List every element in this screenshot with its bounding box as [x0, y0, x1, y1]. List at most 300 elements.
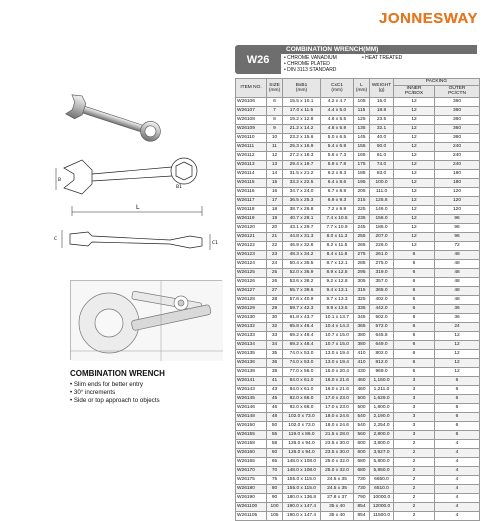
- cell-cxc: 6.2 x 8.3: [321, 169, 354, 178]
- table-row: [236, 421, 480, 430]
- dim-label-c: C: [54, 237, 58, 242]
- cell-inner: 6: [394, 295, 435, 304]
- cell-weight: 5,800.0: [370, 457, 394, 466]
- cell-inner: 2: [394, 457, 435, 466]
- table-row: [236, 250, 480, 259]
- cell-item-no: W261100: [236, 502, 267, 511]
- cell-inner: 2: [394, 493, 435, 502]
- table-row: [236, 430, 480, 439]
- cell-weight: 1,211.0: [370, 385, 394, 394]
- cell-inner: 3: [394, 385, 435, 394]
- cell-length: 680: [354, 457, 370, 466]
- cell-item-no: W26120: [236, 223, 267, 232]
- cell-weight: 969.0: [370, 367, 394, 376]
- cell-inner: 6: [394, 331, 435, 340]
- cell-outer: 120: [435, 205, 480, 214]
- cell-item-no: W26143: [236, 385, 267, 394]
- feature-item: • CHROME VANADIUM: [284, 55, 337, 61]
- usage-illustration: [71, 281, 223, 361]
- cell-bxb: 48.3 x 34.2: [283, 250, 321, 259]
- table-row: [236, 502, 480, 511]
- table-row: [236, 97, 480, 106]
- table-row: [236, 484, 480, 493]
- cell-cxc: 4.4 x 5.0: [321, 106, 354, 115]
- cell-cxc: 9.7 x 13.3: [321, 295, 354, 304]
- usage-photo: [70, 280, 222, 360]
- cell-bxb: 53.6 x 38.2: [283, 277, 321, 286]
- col-header-outer: OUTER PC/CTN: [435, 86, 480, 98]
- table-row: [236, 493, 480, 502]
- table-row: [236, 241, 480, 250]
- cell-length: 460: [354, 376, 370, 385]
- cell-outer: 360: [435, 124, 480, 133]
- cell-weight: 2,800.0: [370, 430, 394, 439]
- cell-item-no: W26138: [236, 367, 267, 376]
- cell-item-no: W26135: [236, 349, 267, 358]
- cell-cxc: 5.0 x 6.5: [321, 133, 354, 142]
- cell-size: 21: [267, 232, 283, 241]
- cell-bxb: 74.0 x 53.0: [283, 358, 321, 367]
- cell-bxb: 19.2 x 12.8: [283, 115, 321, 124]
- cell-item-no: W26113: [236, 160, 267, 169]
- model-badge: W26: [235, 45, 281, 74]
- table-row: [236, 376, 480, 385]
- cell-inner: 12: [394, 232, 435, 241]
- cell-length: 115: [354, 106, 370, 115]
- cell-cxc: 13.0 x 19.4: [321, 358, 354, 367]
- cell-cxc: 8.7 x 12.1: [321, 259, 354, 268]
- cell-item-no: W26160: [236, 448, 267, 457]
- table-row: [236, 403, 480, 412]
- cell-bxb: 46.9 x 32.6: [283, 241, 321, 250]
- cell-outer: 4: [435, 475, 480, 484]
- cell-weight: 6650.0: [370, 475, 394, 484]
- cell-size: 23: [267, 250, 283, 259]
- cell-bxb: 148.0 x 108.0: [283, 457, 321, 466]
- cell-outer: 6: [435, 412, 480, 421]
- cell-item-no: W26122: [236, 241, 267, 250]
- cell-outer: 48: [435, 277, 480, 286]
- cell-cxc: 5.6 x 7.3: [321, 151, 354, 160]
- cell-length: 500: [354, 403, 370, 412]
- cell-size: 16: [267, 187, 283, 196]
- cell-inner: 12: [394, 160, 435, 169]
- col-header-size: SIZE (mm): [267, 79, 283, 98]
- cell-weight: 357.0: [370, 277, 394, 286]
- spec-table-body: [236, 97, 480, 520]
- cell-size: 18: [267, 205, 283, 214]
- table-row: [236, 178, 480, 187]
- table-row: [236, 151, 480, 160]
- cell-outer: 4: [435, 502, 480, 511]
- cell-weight: 2,254.0: [370, 421, 394, 430]
- table-row: [236, 124, 480, 133]
- cell-inner: 6: [394, 322, 435, 331]
- cell-item-no: W26126: [236, 277, 267, 286]
- cell-length: 600: [354, 448, 370, 457]
- cell-inner: 6: [394, 250, 435, 259]
- cell-bxb: 84.0 x 61.0: [283, 376, 321, 385]
- cell-weight: 74.0: [370, 160, 394, 169]
- cell-item-no: W26145: [236, 394, 267, 403]
- cell-outer: 6: [435, 430, 480, 439]
- cell-item-no: W26117: [236, 196, 267, 205]
- cell-cxc: 10.7 x 15.0: [321, 331, 354, 340]
- cell-inner: 6: [394, 268, 435, 277]
- cell-outer: 120: [435, 187, 480, 196]
- cell-inner: 12: [394, 142, 435, 151]
- table-row: [236, 358, 480, 367]
- cell-outer: 48: [435, 286, 480, 295]
- cell-outer: 12: [435, 358, 480, 367]
- cell-weight: 2,190.0: [370, 412, 394, 421]
- cell-outer: 360: [435, 115, 480, 124]
- cell-weight: 32.1: [370, 124, 394, 133]
- cell-length: 315: [354, 286, 370, 295]
- cell-bxb: 102.0 x 73.0: [283, 412, 321, 421]
- table-row: [236, 187, 480, 196]
- cell-bxb: 61.8 x 43.7: [283, 313, 321, 322]
- cell-size: 105: [267, 511, 283, 520]
- cell-outer: 4: [435, 466, 480, 475]
- cell-item-no: W26170: [236, 466, 267, 475]
- cell-size: 90: [267, 493, 283, 502]
- table-row: [236, 142, 480, 151]
- cell-item-no: W26148: [236, 412, 267, 421]
- cell-cxc: 17.0 x 23.0: [321, 394, 354, 403]
- cell-bxb: 84.0 x 61.0: [283, 385, 321, 394]
- cell-cxc: 5.9 x 7.8: [321, 160, 354, 169]
- table-row: [236, 349, 480, 358]
- cell-length: 460: [354, 385, 370, 394]
- cell-size: 46: [267, 403, 283, 412]
- table-row: [236, 268, 480, 277]
- cell-bxb: 33.2 x 22.5: [283, 178, 321, 187]
- cell-weight: 3,927.0: [370, 448, 394, 457]
- cell-cxc: 10.1 x 13.7: [321, 313, 354, 322]
- cell-weight: 18.8: [370, 106, 394, 115]
- cell-length: 185: [354, 169, 370, 178]
- cell-bxb: 74.0 x 53.0: [283, 349, 321, 358]
- table-row: [236, 331, 480, 340]
- table-row: [236, 475, 480, 484]
- table-row: [236, 214, 480, 223]
- cell-bxb: 102.0 x 73.0: [283, 421, 321, 430]
- cell-outer: 96: [435, 223, 480, 232]
- cell-inner: 12: [394, 187, 435, 196]
- cell-bxb: 155.0 x 115.0: [283, 484, 321, 493]
- cell-length: 125: [354, 115, 370, 124]
- cell-inner: 3: [394, 430, 435, 439]
- cell-cxc: 9.4 x 13.1: [321, 286, 354, 295]
- cell-outer: 36: [435, 313, 480, 322]
- cell-inner: 6: [394, 304, 435, 313]
- cell-outer: 72: [435, 241, 480, 250]
- cell-bxb: 55.7 x 39.6: [283, 286, 321, 295]
- cell-bxb: 31.5 x 21.2: [283, 169, 321, 178]
- cell-cxc: 4.6 x 5.5: [321, 115, 354, 124]
- cell-outer: 360: [435, 106, 480, 115]
- cell-inner: 6: [394, 286, 435, 295]
- cell-outer: 180: [435, 178, 480, 187]
- cell-inner: 2: [394, 502, 435, 511]
- cell-length: 295: [354, 268, 370, 277]
- cell-size: 20: [267, 223, 283, 232]
- cell-cxc: 6.7 x 8.9: [321, 187, 354, 196]
- cell-weight: 645.8: [370, 331, 394, 340]
- cell-cxc: 15.0 x 20.4: [321, 367, 354, 376]
- cell-inner: 12: [394, 133, 435, 142]
- cell-cxc: 24.5 x 35: [321, 475, 354, 484]
- cell-length: 135: [354, 124, 370, 133]
- cell-weight: 1,160.0: [370, 376, 394, 385]
- cell-outer: 6: [435, 385, 480, 394]
- cell-length: 275: [354, 250, 370, 259]
- cell-cxc: 24.5 x 35: [321, 484, 354, 493]
- product-info: [70, 369, 230, 404]
- cell-size: 11: [267, 142, 283, 151]
- cell-item-no: W26190: [236, 493, 267, 502]
- cell-cxc: 18.0 x 24.6: [321, 421, 354, 430]
- cell-cxc: 8.2 x 11.5: [321, 241, 354, 250]
- cell-item-no: W26125: [236, 268, 267, 277]
- cell-weight: 402.0: [370, 295, 394, 304]
- cell-length: 215: [354, 196, 370, 205]
- info-bullet-list: [70, 381, 230, 404]
- cell-bxb: 180.0 x 136.8: [283, 493, 321, 502]
- cell-cxc: 35 x 40: [321, 511, 354, 520]
- cell-size: 27: [267, 286, 283, 295]
- dim-label-c1: C1: [212, 241, 219, 246]
- cell-cxc: 35 x 40: [321, 502, 354, 511]
- cell-length: 325: [354, 295, 370, 304]
- cell-bxb: 59.7 x 42.3: [283, 304, 321, 313]
- cell-item-no: W26114: [236, 169, 267, 178]
- cell-length: 195: [354, 178, 370, 187]
- cell-outer: 6: [435, 403, 480, 412]
- cell-weight: 83.0: [370, 169, 394, 178]
- brand-logo: JONNESWAY: [379, 10, 478, 27]
- cell-size: 35: [267, 349, 283, 358]
- cell-size: 26: [267, 277, 283, 286]
- cell-length: 265: [354, 241, 370, 250]
- spec-table: [235, 78, 480, 521]
- table-row: [236, 160, 480, 169]
- cell-outer: 48: [435, 268, 480, 277]
- cell-size: 60: [267, 448, 283, 457]
- cell-inner: 12: [394, 214, 435, 223]
- table-row: [236, 169, 480, 178]
- cell-item-no: W26119: [236, 214, 267, 223]
- cell-cxc: 25.0 x 32.0: [321, 466, 354, 475]
- cell-inner: 2: [394, 466, 435, 475]
- cell-size: 34: [267, 340, 283, 349]
- technical-diagram: [52, 150, 222, 262]
- cell-size: 43: [267, 385, 283, 394]
- cell-size: 41: [267, 376, 283, 385]
- table-row: [236, 205, 480, 214]
- cell-outer: 180: [435, 169, 480, 178]
- cell-bxb: 44.8 x 31.3: [283, 232, 321, 241]
- cell-size: 24: [267, 259, 283, 268]
- cell-cxc: 6.4 x 8.6: [321, 178, 354, 187]
- cell-cxc: 4.2 x 4.7: [321, 97, 354, 106]
- cell-cxc: 18.0 x 24.6: [321, 412, 354, 421]
- cell-weight: 802.0: [370, 349, 394, 358]
- cell-bxb: 36.5 x 25.3: [283, 196, 321, 205]
- cell-bxb: 92.0 x 66.0: [283, 394, 321, 403]
- cell-weight: 156.0: [370, 214, 394, 223]
- cell-bxb: 50.4 x 35.5: [283, 259, 321, 268]
- cell-item-no: W26133: [236, 331, 267, 340]
- feature-item: • DIN 3113 STANDARD: [284, 67, 337, 73]
- cell-length: 335: [354, 304, 370, 313]
- cell-weight: 226.0: [370, 241, 394, 250]
- cell-length: 730: [354, 484, 370, 493]
- cell-weight: 111.0: [370, 187, 394, 196]
- table-row: [236, 304, 480, 313]
- cell-inner: 12: [394, 169, 435, 178]
- cell-outer: 6: [435, 421, 480, 430]
- cell-outer: 96: [435, 214, 480, 223]
- feature-column-right: [362, 55, 402, 61]
- col-header-cxc: CxC1 (mm): [321, 79, 354, 98]
- cell-outer: 6: [435, 394, 480, 403]
- cell-size: 15: [267, 178, 283, 187]
- cell-inner: 6: [394, 358, 435, 367]
- cell-inner: 2: [394, 439, 435, 448]
- cell-item-no: W26121: [236, 232, 267, 241]
- cell-weight: 319.0: [370, 268, 394, 277]
- cell-size: 45: [267, 394, 283, 403]
- cell-size: 22: [267, 241, 283, 250]
- cell-outer: 36: [435, 304, 480, 313]
- cell-outer: 4: [435, 457, 480, 466]
- cell-size: 33: [267, 331, 283, 340]
- table-row: [236, 457, 480, 466]
- cell-weight: 812.0: [370, 358, 394, 367]
- cell-weight: 186.0: [370, 223, 394, 232]
- cell-weight: 5,850.0: [370, 466, 394, 475]
- cell-bxb: 27.2 x 18.3: [283, 151, 321, 160]
- table-row: [236, 259, 480, 268]
- table-row: [236, 322, 480, 331]
- cell-outer: 6: [435, 376, 480, 385]
- cell-inner: 3: [394, 394, 435, 403]
- cell-inner: 2: [394, 484, 435, 493]
- cell-item-no: W26136: [236, 358, 267, 367]
- cell-item-no: W26155: [236, 430, 267, 439]
- cell-cxc: 21.5 x 28.0: [321, 430, 354, 439]
- cell-bxb: 40.7 x 28.1: [283, 214, 321, 223]
- cell-item-no: W26124: [236, 259, 267, 268]
- table-row: [236, 286, 480, 295]
- cell-bxb: 57.6 x 40.9: [283, 295, 321, 304]
- cell-size: 36: [267, 358, 283, 367]
- cell-length: 145: [354, 133, 370, 142]
- cell-cxc: 9.9 x 13.5: [321, 304, 354, 313]
- cell-length: 540: [354, 421, 370, 430]
- table-row: [236, 511, 480, 520]
- col-header-packing: PACKING: [394, 79, 480, 86]
- cell-size: 12: [267, 151, 283, 160]
- table-row: [236, 313, 480, 322]
- dim-label-l: L: [136, 204, 140, 211]
- cell-inner: 12: [394, 205, 435, 214]
- cell-length: 560: [354, 430, 370, 439]
- cell-item-no: W26141: [236, 376, 267, 385]
- cell-weight: 11500.0: [370, 511, 394, 520]
- cell-inner: 12: [394, 115, 435, 124]
- cell-cxc: 16.0 x 21.6: [321, 385, 354, 394]
- cell-outer: 4: [435, 439, 480, 448]
- cell-bxb: 43.1 x 29.7: [283, 223, 321, 232]
- cell-weight: 207.0: [370, 232, 394, 241]
- cell-item-no: W26158: [236, 439, 267, 448]
- cell-bxb: 126.0 x 94.0: [283, 439, 321, 448]
- cell-outer: 240: [435, 160, 480, 169]
- cell-length: 255: [354, 232, 370, 241]
- cell-inner: 3: [394, 376, 435, 385]
- cell-size: 58: [267, 439, 283, 448]
- wrench-product-image: [62, 96, 172, 146]
- cell-bxb: 69.2 x 48.4: [283, 331, 321, 340]
- cell-inner: 12: [394, 106, 435, 115]
- cell-size: 50: [267, 421, 283, 430]
- dim-label-b1: B1: [176, 185, 182, 190]
- cell-bxb: 148.0 x 108.0: [283, 466, 321, 475]
- cell-size: 29: [267, 304, 283, 313]
- cell-bxb: 69.2 x 48.4: [283, 340, 321, 349]
- cell-outer: 240: [435, 142, 480, 151]
- cell-length: 305: [354, 277, 370, 286]
- cell-inner: 6: [394, 277, 435, 286]
- cell-length: 854: [354, 511, 370, 520]
- cell-length: 225: [354, 205, 370, 214]
- cell-cxc: 17.0 x 23.0: [321, 403, 354, 412]
- cell-length: 540: [354, 412, 370, 421]
- table-row: [236, 223, 480, 232]
- cell-length: 854: [354, 502, 370, 511]
- cell-outer: 4: [435, 511, 480, 520]
- cell-weight: 23.5: [370, 115, 394, 124]
- cell-inner: 12: [394, 178, 435, 187]
- cell-outer: 12: [435, 349, 480, 358]
- cell-inner: 6: [394, 313, 435, 322]
- cell-bxb: 155.0 x 115.0: [283, 475, 321, 484]
- col-header-item: ITEM NO.: [236, 79, 267, 98]
- cell-inner: 6: [394, 259, 435, 268]
- cell-weight: 61.0: [370, 151, 394, 160]
- cell-item-no: W26132: [236, 322, 267, 331]
- cell-weight: 502.0: [370, 313, 394, 322]
- cell-item-no: W26108: [236, 115, 267, 124]
- cell-outer: 48: [435, 259, 480, 268]
- cell-weight: 15.0: [370, 97, 394, 106]
- cell-size: 9: [267, 124, 283, 133]
- info-bullet: • 30° increments: [70, 389, 230, 397]
- cell-weight: 1,629.0: [370, 394, 394, 403]
- cell-item-no: W26134: [236, 340, 267, 349]
- table-row: [236, 385, 480, 394]
- cell-item-no: W26128: [236, 295, 267, 304]
- cell-bxb: 15.5 x 10.1: [283, 97, 321, 106]
- cell-size: 38: [267, 367, 283, 376]
- cell-weight: 365.0: [370, 286, 394, 295]
- cell-item-no: W26129: [236, 304, 267, 313]
- cell-size: 100: [267, 502, 283, 511]
- cell-length: 205: [354, 187, 370, 196]
